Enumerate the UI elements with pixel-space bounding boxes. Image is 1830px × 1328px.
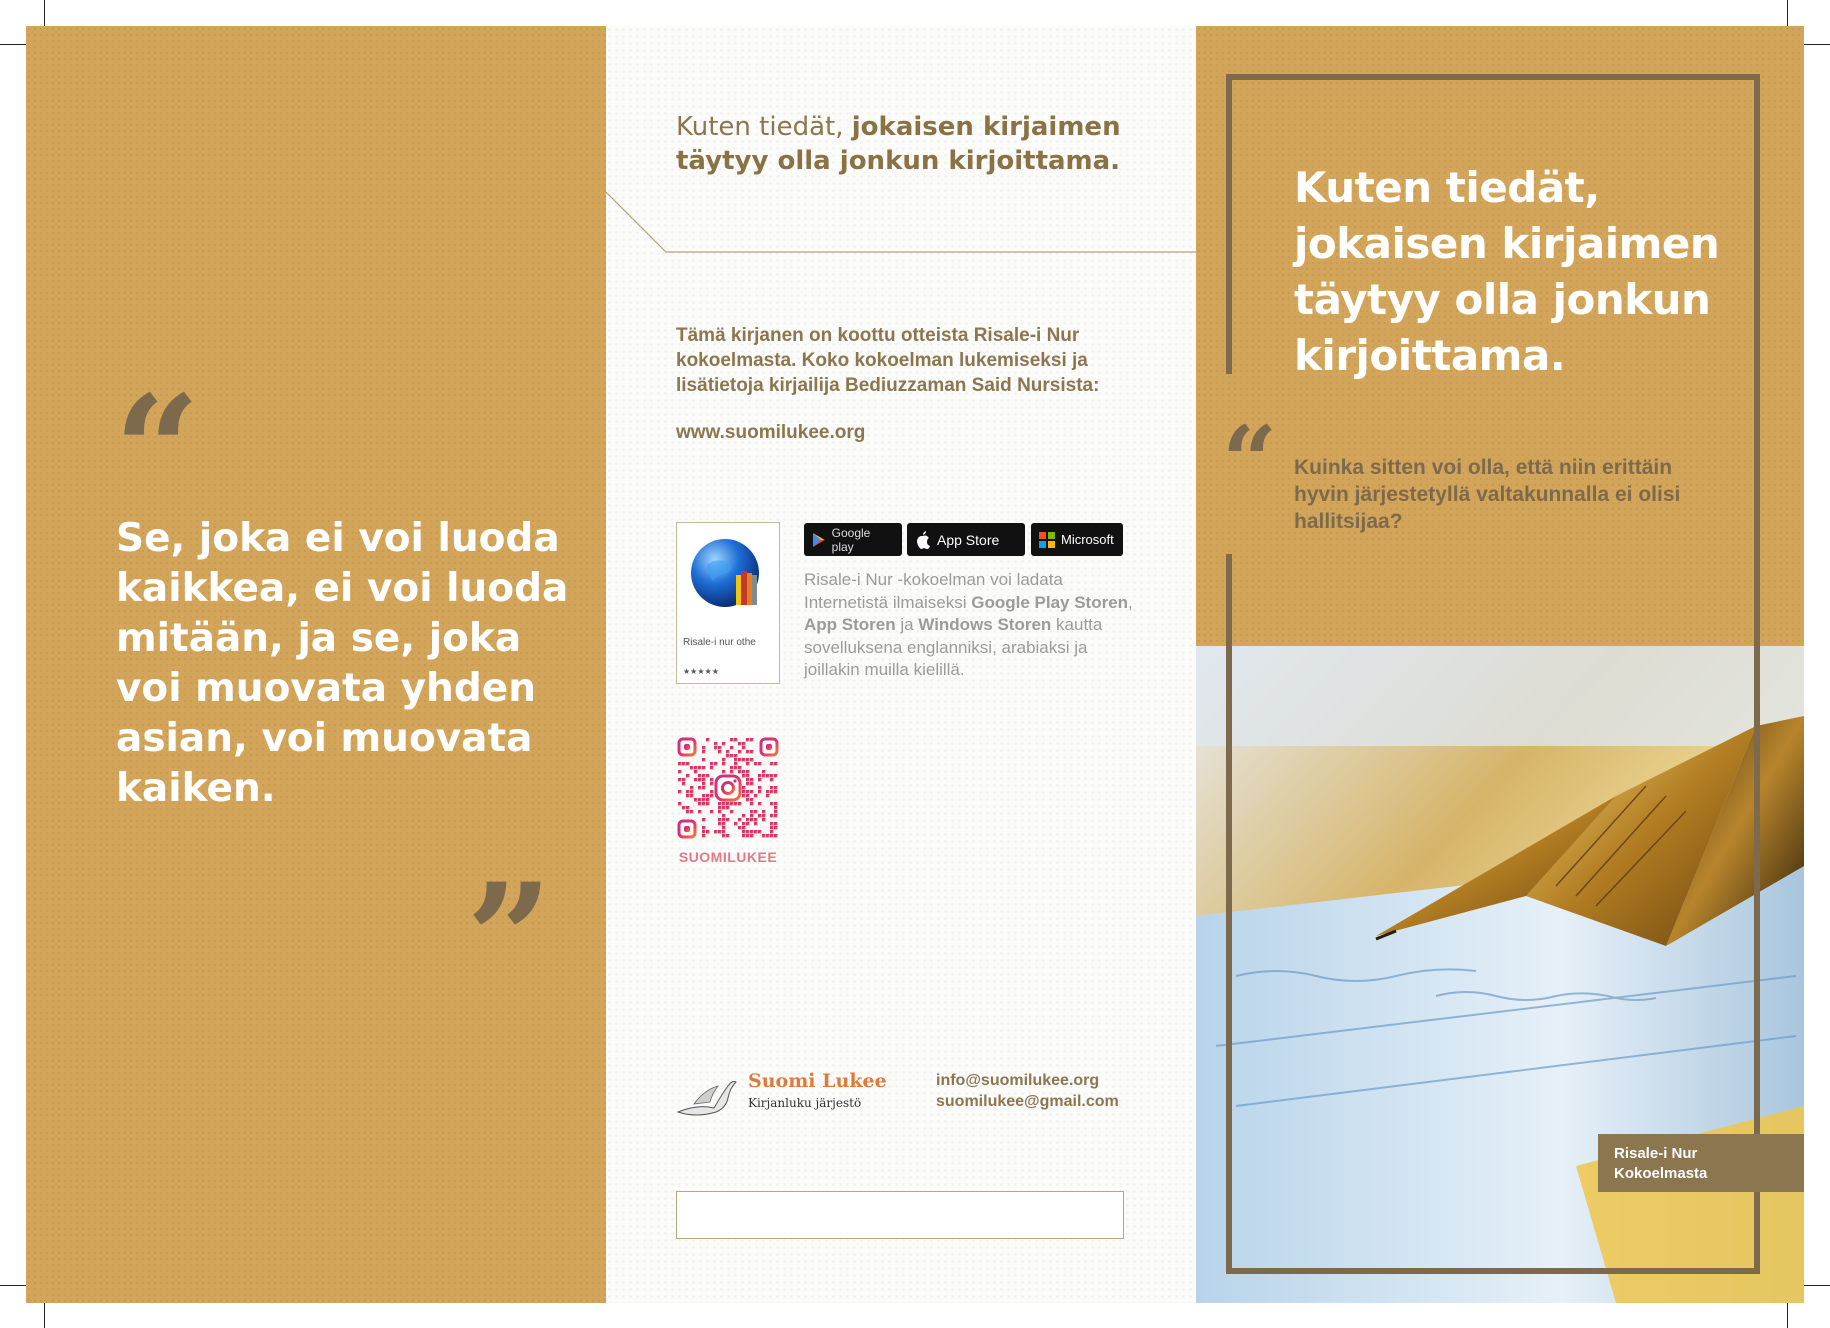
source-tag — [1598, 1134, 1804, 1192]
crop-mark — [1802, 1285, 1830, 1286]
frame-border — [1226, 554, 1232, 1274]
qr-module — [766, 834, 769, 837]
qr-module — [730, 746, 733, 749]
qr-module — [730, 770, 733, 773]
qr-module — [722, 762, 725, 765]
qr-module — [742, 786, 745, 789]
qr-module — [750, 814, 753, 817]
logo-title: Suomi Lukee — [748, 1070, 887, 1092]
qr-module — [738, 802, 741, 805]
microsoft-label: Microsoft — [1061, 532, 1114, 547]
middle-panel — [606, 26, 1196, 1303]
qr-module — [738, 818, 741, 821]
qr-module — [718, 818, 721, 821]
right-panel — [1196, 26, 1804, 1303]
qr-module — [750, 810, 753, 813]
store-text-sep1: , — [1128, 592, 1133, 612]
qr-module — [726, 754, 729, 757]
app-card-label: Risale-i nur othe — [683, 637, 756, 648]
cover-subquote: Kuinka sitten voi olla, että niin erittäin hyvin järjestetyllä valtakunnalla ei olisi hallitsijaa? — [1294, 456, 1681, 533]
qr-module — [750, 834, 753, 837]
qr-module — [698, 798, 701, 801]
qr-module — [758, 802, 761, 805]
qr-module — [738, 750, 741, 753]
qr-module — [770, 802, 773, 805]
qr-module — [750, 758, 753, 761]
qr-module — [702, 826, 705, 829]
qr-module — [758, 762, 761, 765]
qr-module — [774, 762, 777, 765]
crop-mark — [44, 0, 45, 26]
fountain-pen-image — [1196, 646, 1804, 1303]
qr-module — [754, 794, 757, 797]
qr-module — [758, 786, 761, 789]
contact-email-2[interactable]: suomilukee@gmail.com — [936, 1093, 1119, 1110]
windows-icon — [1039, 532, 1055, 548]
qr-module — [702, 778, 705, 781]
qr-module — [734, 758, 737, 761]
qr-module — [750, 790, 753, 793]
heading-bold-1: jokaisen kirjaimen — [851, 112, 1121, 142]
qr-module — [710, 778, 713, 781]
store-text-google: Google Play Storen — [971, 592, 1129, 612]
qr-module — [750, 782, 753, 785]
qr-module — [682, 806, 685, 809]
frame-border — [1226, 74, 1760, 80]
qr-module — [746, 798, 749, 801]
crop-mark — [0, 44, 28, 45]
qr-module — [762, 810, 765, 813]
qr-module — [774, 802, 777, 805]
qr-module — [746, 774, 749, 777]
qr-module — [742, 814, 745, 817]
qr-module — [694, 770, 697, 773]
qr-module — [718, 746, 721, 749]
qr-module — [734, 802, 737, 805]
store-text-windows: Windows Storen — [918, 615, 1052, 634]
qr-code[interactable] — [676, 736, 780, 840]
qr-module — [722, 818, 725, 821]
qr-module — [766, 774, 769, 777]
qr-module — [710, 762, 713, 765]
qr-module — [702, 758, 705, 761]
google-play-button[interactable] — [804, 523, 902, 556]
qr-module — [698, 802, 701, 805]
qr-module — [746, 778, 749, 781]
qr-module — [742, 830, 745, 833]
store-text-apple: App Storen — [804, 615, 896, 634]
open-quote-mark: “ — [114, 363, 201, 539]
qr-module — [686, 762, 689, 765]
qr-module — [770, 822, 773, 825]
globe-books-icon — [687, 535, 767, 615]
qr-module — [770, 786, 773, 789]
info-text: Tämä kirjanen on koottu otteista Risale-i Nur kokoelmasta. Koko kokoelman lukemiseksi ja lisätietoja kirjailija Bediuzzaman Said Nursista: — [676, 325, 1100, 396]
qr-module — [690, 794, 693, 797]
qr-module — [742, 834, 745, 837]
qr-module — [718, 802, 721, 805]
qr-module — [742, 758, 745, 761]
qr-module — [774, 790, 777, 793]
qr-module — [686, 790, 689, 793]
qr-module — [750, 830, 753, 833]
qr-module — [678, 770, 681, 773]
open-quote-mark: “ — [1222, 405, 1278, 518]
qr-module — [746, 782, 749, 785]
microsoft-store-button[interactable] — [1031, 523, 1123, 556]
qr-module — [698, 774, 701, 777]
crop-mark — [1787, 0, 1788, 26]
store-text-sep2: ja — [895, 615, 919, 634]
qr-module — [746, 762, 749, 765]
qr-module — [718, 830, 721, 833]
qr-module — [742, 770, 745, 773]
qr-module — [686, 810, 689, 813]
rating-stars: ★★★★★ — [683, 667, 719, 676]
qr-module — [710, 782, 713, 785]
qr-module — [714, 746, 717, 749]
logo-subtitle: Kirjanluku järjestö — [748, 1096, 862, 1110]
qr-module — [746, 794, 749, 797]
qr-module — [706, 794, 709, 797]
qr-module — [742, 742, 745, 745]
qr-module — [734, 822, 737, 825]
qr-module — [730, 802, 733, 805]
qr-module — [714, 742, 717, 745]
qr-module — [726, 802, 729, 805]
qr-module — [690, 790, 693, 793]
qr-module — [702, 798, 705, 801]
qr-module — [698, 778, 701, 781]
qr-module — [722, 806, 725, 809]
qr-module — [722, 834, 725, 837]
qr-module — [686, 806, 689, 809]
qr-module — [702, 794, 705, 797]
qr-label: SUOMILUKEE — [678, 849, 778, 865]
qr-module — [678, 762, 681, 765]
qr-module — [774, 786, 777, 789]
qr-module — [734, 738, 737, 741]
qr-module — [738, 766, 741, 769]
app-store-label: App Store — [937, 531, 1000, 548]
qr-module — [678, 802, 681, 805]
qr-module — [774, 810, 777, 813]
website-link[interactable]: www.suomilukee.org — [676, 422, 866, 443]
qr-module — [738, 826, 741, 829]
qr-module — [702, 746, 705, 749]
qr-module — [770, 762, 773, 765]
qr-module — [758, 790, 761, 793]
crop-mark — [1787, 1303, 1788, 1328]
qr-module — [754, 830, 757, 833]
qr-module — [690, 810, 693, 813]
qr-module — [738, 742, 741, 745]
qr-module — [774, 826, 777, 829]
qr-module — [706, 774, 709, 777]
address-box — [676, 1191, 1124, 1239]
qr-module — [694, 778, 697, 781]
qr-module — [718, 806, 721, 809]
qr-module — [746, 738, 749, 741]
qr-module — [722, 758, 725, 761]
qr-module — [698, 786, 701, 789]
qr-module — [750, 798, 753, 801]
qr-module — [750, 778, 753, 781]
qr-module — [746, 758, 749, 761]
qr-module — [706, 738, 709, 741]
store-text-1: Risale-i Nur -kokoelman voi ladata Internetistä ilmaiseksi — [804, 570, 1063, 612]
qr-module — [738, 770, 741, 773]
qr-module — [734, 762, 737, 765]
qr-module — [730, 754, 733, 757]
qr-module — [742, 822, 745, 825]
qr-module — [698, 766, 701, 769]
qr-module — [714, 762, 717, 765]
qr-module — [750, 818, 753, 821]
qr-module — [682, 762, 685, 765]
qr-module — [710, 810, 713, 813]
frame-border — [1226, 1268, 1760, 1274]
qr-module — [770, 834, 773, 837]
qr-module — [730, 766, 733, 769]
contact-email-1[interactable]: info@suomilukee.org — [936, 1072, 1100, 1089]
middle-heading — [676, 110, 1156, 178]
qr-module — [706, 802, 709, 805]
qr-module — [722, 814, 725, 817]
qr-module — [686, 774, 689, 777]
qr-module — [762, 774, 765, 777]
qr-module — [762, 770, 765, 773]
qr-module — [750, 738, 753, 741]
qr-module — [702, 774, 705, 777]
qr-module — [742, 790, 745, 793]
qr-module — [702, 818, 705, 821]
qr-module — [738, 758, 741, 761]
cover-title: Kuten tiedät, jokaisen kirjaimen täytyy olla jonkun kirjoittama. — [1294, 163, 1720, 380]
qr-module — [774, 806, 777, 809]
crop-mark — [0, 1285, 28, 1286]
qr-module — [774, 774, 777, 777]
qr-module — [742, 774, 745, 777]
qr-module — [770, 778, 773, 781]
qr-module — [742, 746, 745, 749]
store-description — [804, 569, 1134, 682]
app-store-button[interactable] — [907, 523, 1025, 556]
qr-module — [762, 834, 765, 837]
frame-border — [1226, 74, 1232, 374]
qr-module — [722, 802, 725, 805]
qr-module — [714, 830, 717, 833]
qr-module — [710, 794, 713, 797]
qr-module — [710, 766, 713, 769]
qr-module — [690, 786, 693, 789]
qr-module — [702, 782, 705, 785]
google-play-label: Google play — [831, 525, 871, 554]
qr-module — [682, 778, 685, 781]
qr-module — [702, 786, 705, 789]
qr-module — [702, 802, 705, 805]
qr-module — [766, 794, 769, 797]
qr-module — [730, 810, 733, 813]
qr-module — [678, 790, 681, 793]
qr-module — [718, 822, 721, 825]
qr-module — [702, 766, 705, 769]
qr-module — [726, 818, 729, 821]
qr-module — [766, 790, 769, 793]
source-line-1: Risale-i Nur — [1614, 1145, 1698, 1162]
crop-mark — [44, 1303, 45, 1328]
qr-module — [686, 794, 689, 797]
close-quote-mark: ” — [466, 851, 553, 1027]
qr-module — [742, 826, 745, 829]
qr-module — [770, 826, 773, 829]
qr-module — [774, 834, 777, 837]
qr-module — [750, 802, 753, 805]
source-line-2: Kokoelmasta — [1614, 1165, 1708, 1182]
qr-module — [726, 834, 729, 837]
qr-module — [734, 754, 737, 757]
qr-module — [770, 814, 773, 817]
qr-module — [746, 770, 749, 773]
qr-module — [682, 782, 685, 785]
qr-module — [734, 766, 737, 769]
qr-module — [726, 806, 729, 809]
qr-module — [758, 814, 761, 817]
qr-module — [702, 750, 705, 753]
left-panel — [26, 26, 606, 1303]
qr-module — [746, 822, 749, 825]
frame-border — [1754, 74, 1760, 1274]
qr-module — [754, 822, 757, 825]
qr-module — [718, 750, 721, 753]
qr-module — [762, 818, 765, 821]
qr-module — [698, 810, 701, 813]
qr-module — [702, 830, 705, 833]
qr-module — [770, 830, 773, 833]
apple-icon — [915, 531, 931, 549]
qr-module — [758, 830, 761, 833]
qr-module — [718, 810, 721, 813]
qr-module — [706, 830, 709, 833]
qr-module — [746, 818, 749, 821]
qr-module — [758, 778, 761, 781]
qr-module — [726, 750, 729, 753]
qr-module — [722, 822, 725, 825]
qr-module — [694, 766, 697, 769]
qr-module — [706, 798, 709, 801]
qr-module — [750, 750, 753, 753]
play-icon — [812, 532, 826, 548]
qr-module — [722, 770, 725, 773]
left-quote-text: Se, joka ei voi luoda kaikkea, ei voi luoda mitään, ja se, joka voi muovata yhden asian, voi muovata kaiken. — [116, 516, 569, 811]
contact-info — [936, 1070, 1119, 1112]
qr-module — [774, 814, 777, 817]
qr-module — [710, 790, 713, 793]
qr-module — [762, 814, 765, 817]
qr-module — [694, 798, 697, 801]
qr-module — [722, 742, 725, 745]
store-text-2: kautta sovelluksena englanniksi, arabiaksi ja joillakin muilla kielillä. — [804, 615, 1103, 679]
qr-module — [742, 794, 745, 797]
qr-module — [746, 750, 749, 753]
heading-light: Kuten tiedät, — [676, 112, 852, 142]
heading-bold-2: täytyy olla jonkun kirjoittama. — [676, 146, 1121, 176]
qr-module — [690, 766, 693, 769]
qr-module — [746, 790, 749, 793]
qr-module — [774, 822, 777, 825]
qr-module — [702, 834, 705, 837]
qr-module — [754, 762, 757, 765]
qr-module — [746, 830, 749, 833]
qr-module — [746, 834, 749, 837]
crop-mark — [1802, 44, 1830, 45]
qr-module — [730, 738, 733, 741]
qr-module — [678, 778, 681, 781]
qr-module — [770, 790, 773, 793]
qr-module — [722, 826, 725, 829]
qr-module — [722, 830, 725, 833]
app-card[interactable] — [676, 522, 780, 684]
qr-module — [770, 774, 773, 777]
qr-module — [754, 818, 757, 821]
qr-module — [754, 810, 757, 813]
qr-module — [758, 774, 761, 777]
